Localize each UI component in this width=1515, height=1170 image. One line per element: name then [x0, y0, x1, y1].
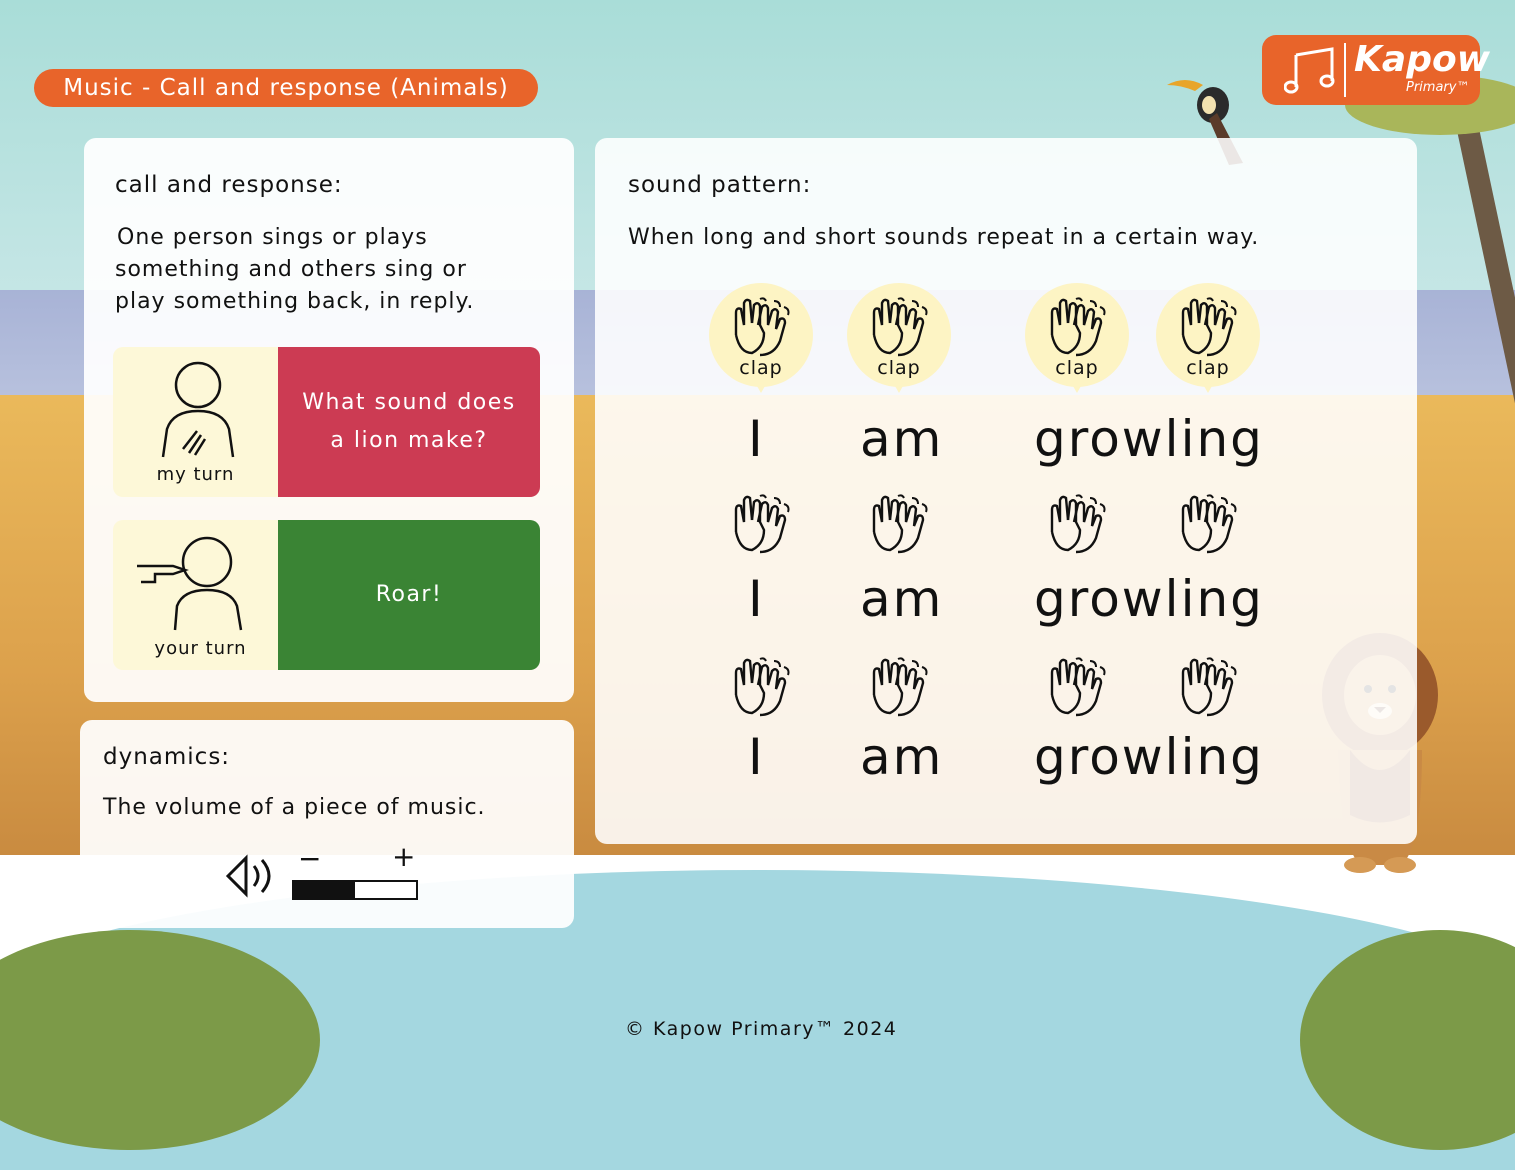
volume-level-fill [294, 882, 355, 898]
lyric-word: growling [1034, 570, 1264, 628]
clap-hands-icon [1177, 655, 1241, 719]
your-turn-response-text: Roar! [375, 582, 443, 607]
my-turn-person-icon [153, 359, 243, 459]
volume-bar [292, 880, 418, 900]
sound-pattern-heading: sound pattern: [628, 172, 812, 198]
call-response-line-2: something and others sing or [115, 257, 467, 282]
my-turn-prompt-line-2: a lion make? [330, 428, 488, 453]
lyric-word: I [748, 410, 765, 468]
dynamics-definition: The volume of a piece of music. [103, 795, 486, 820]
dynamics-heading: dynamics: [103, 744, 231, 770]
call-response-heading: call and response: [115, 172, 343, 198]
logo-separator [1344, 43, 1346, 97]
lyric-word: I [748, 728, 765, 786]
volume-plus-label: + [392, 840, 416, 873]
clap-hands-icon [730, 295, 794, 359]
lyric-word: am [860, 728, 944, 786]
lyric-word: am [860, 410, 944, 468]
clap-hands-icon [730, 492, 794, 556]
volume-minus-label: − [298, 842, 322, 875]
clap-label: clap [877, 357, 921, 379]
logo-sub: Primary™ [1406, 80, 1470, 95]
clap-hands-icon [868, 655, 932, 719]
clap-hands-icon [1046, 655, 1110, 719]
clap-hands-icon [868, 492, 932, 556]
lyric-word: am [860, 570, 944, 628]
clap-hands-icon [1177, 295, 1241, 359]
music-note-icon [1284, 45, 1344, 95]
my-turn-prompt-line-1: What sound does [302, 390, 516, 415]
your-turn-panel [113, 520, 278, 670]
call-response-line-3: play something back, in reply. [115, 289, 475, 314]
clap-hands-icon [1046, 295, 1110, 359]
my-turn-prompt-box [278, 347, 540, 497]
clap-label: clap [739, 357, 783, 379]
lesson-title: Music - Call and response (Animals) [34, 69, 538, 107]
speaker-icon [224, 852, 284, 900]
logo-brand: Kapow [1354, 39, 1490, 80]
clap-label: clap [1055, 357, 1099, 379]
copyright-footer: © Kapow Primary™ 2024 [625, 1018, 898, 1040]
lyric-word: growling [1034, 728, 1264, 786]
clap-hands-icon [1046, 492, 1110, 556]
clap-hands-icon [868, 295, 932, 359]
call-response-line-1: One person sings or plays [117, 225, 428, 250]
sound-pattern-definition: When long and short sounds repeat in a certain way. [628, 225, 1260, 250]
your-turn-label: your turn [154, 638, 247, 659]
clap-label: clap [1186, 357, 1230, 379]
lyric-word: I [748, 570, 765, 628]
clap-hands-icon [730, 655, 794, 719]
lyric-word: growling [1034, 410, 1264, 468]
your-turn-response-box [278, 520, 540, 670]
kapow-logo[interactable] [1262, 35, 1490, 105]
my-turn-label: my turn [156, 464, 235, 485]
your-turn-person-icon [135, 532, 255, 632]
my-turn-panel [113, 347, 278, 497]
clap-hands-icon [1177, 492, 1241, 556]
